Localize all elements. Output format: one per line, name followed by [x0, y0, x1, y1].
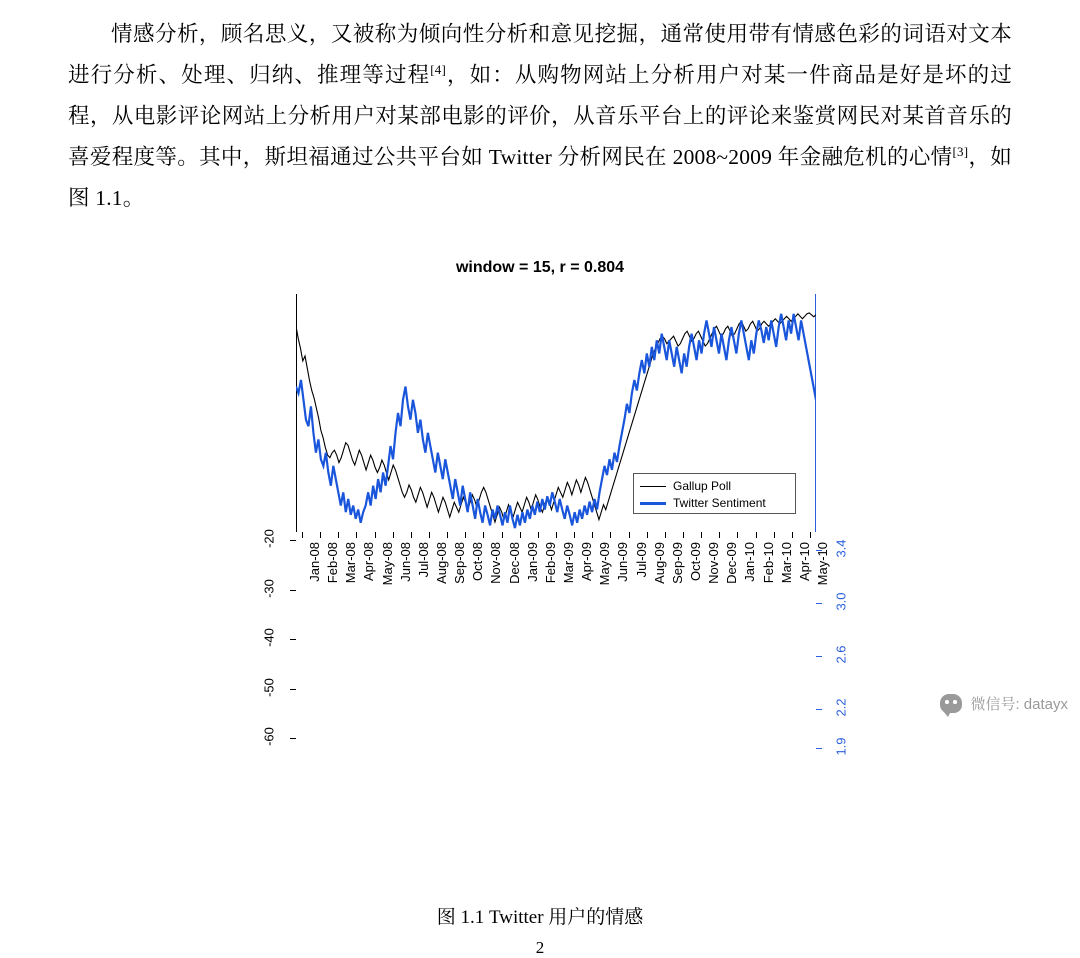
axis-tick-label: Mar-08 — [343, 542, 359, 584]
watermark — [940, 693, 1068, 714]
axis-tick-label: -20 — [261, 529, 277, 548]
axis-tick — [629, 532, 630, 538]
axis-tick — [756, 532, 757, 538]
para-run-1: 情感分析，顾名思义，又被称为倾向性分析和意见挖掘，通常使用带有情感色彩的词语对文本进行分析、处理、归纳、推理等过程 — [68, 22, 1012, 87]
axis-tick — [556, 532, 557, 538]
axis-tick — [429, 532, 430, 538]
axis-tick-label: 1.9 — [833, 737, 849, 756]
axis-tick — [447, 532, 448, 538]
axis-tick — [465, 532, 466, 538]
page-number: 2 — [535, 938, 545, 957]
citation-marker-4: [4] — [430, 61, 446, 77]
axis-tick-label: Jul-08 — [415, 542, 431, 578]
axis-tick — [302, 532, 303, 538]
axis-tick-label: Aug-09 — [651, 542, 667, 584]
axis-tick-label: Feb-10 — [760, 542, 776, 584]
axis-tick — [683, 532, 684, 538]
axis-tick — [502, 532, 503, 538]
axis-tick-label: Nov-08 — [488, 542, 504, 584]
axis-tick-label: Apr-08 — [361, 542, 377, 582]
axis-tick — [290, 689, 296, 690]
legend-swatch-twitter — [640, 502, 666, 505]
axis-tick-label: Nov-09 — [706, 542, 722, 584]
axis-tick — [592, 532, 593, 538]
axis-tick — [816, 748, 822, 749]
x-axis-ticks — [296, 532, 830, 642]
axis-tick — [574, 532, 575, 538]
axis-tick — [320, 532, 321, 538]
axis-tick-label: 3.0 — [833, 592, 849, 611]
axis-tick-label: Mar-09 — [561, 542, 576, 584]
axis-tick-label: Oct-08 — [470, 542, 486, 582]
axis-tick-label: Sep-09 — [669, 542, 685, 584]
citation-marker-3: [3] — [952, 143, 969, 159]
axis-tick-label: -50 — [261, 677, 277, 697]
axis-tick-label: Jan-08 — [307, 542, 322, 582]
axis-tick — [719, 532, 720, 538]
axis-tick — [816, 603, 822, 604]
chart-title: window = 15, r = 0.804 — [455, 259, 625, 276]
legend-entry-twitter — [640, 495, 766, 511]
axis-tick — [393, 532, 394, 538]
document-body — [68, 14, 1012, 219]
axis-tick-label: Sep-08 — [452, 542, 468, 584]
axis-tick-label: Feb-09 — [542, 542, 558, 584]
axis-tick-label: -60 — [261, 727, 277, 747]
axis-tick — [737, 532, 738, 538]
axis-tick-label: Jun-08 — [397, 542, 413, 582]
axis-tick — [792, 532, 793, 538]
axis-tick-label: May-09 — [597, 542, 613, 586]
axis-tick — [816, 656, 822, 657]
axis-tick-label: Jun-09 — [615, 542, 631, 582]
axis-tick-label: Dec-08 — [506, 542, 522, 584]
para-run-2: ，如：从购物网站上分析用户对某一件商品是好是坏的过程，从电影评论网站上分析用户对某部电影的评价，从音乐平台上的评论来鉴赏网民对某首音乐的喜爱程度等。其中，斯坦福通过公共平台如 Twitter 分析网民在 2008~2009 年金融危机的心情 — [68, 63, 1012, 169]
axis-tick-label: 2.2 — [833, 697, 849, 717]
axis-tick-label: Jul-09 — [633, 542, 649, 578]
axis-tick — [610, 532, 611, 538]
axis-tick-label: -30 — [261, 578, 277, 598]
axis-tick-label: Apr-10 — [796, 542, 812, 582]
axis-tick — [290, 738, 296, 739]
legend-entry-gallup — [640, 478, 731, 494]
axis-tick — [356, 532, 357, 538]
axis-tick — [411, 532, 412, 538]
axis-tick — [538, 532, 539, 538]
axis-tick — [816, 709, 822, 710]
axis-tick-label: May-10 — [815, 542, 830, 586]
axis-tick-label: Feb-08 — [325, 542, 341, 584]
paragraph-1 — [68, 14, 1012, 219]
watermark-label: 微信号: datayx — [970, 696, 1068, 713]
axis-tick-label: Oct-09 — [688, 542, 703, 582]
legend-label-twitter: Twitter Sentiment — [673, 496, 766, 510]
axis-tick-label: Jan-09 — [524, 542, 540, 582]
axis-tick — [810, 532, 811, 538]
axis-tick-label: Jan-10 — [742, 542, 758, 582]
axis-tick-label: -40 — [261, 628, 277, 647]
axis-tick — [375, 532, 376, 538]
axis-tick-label: Mar-10 — [778, 542, 794, 584]
axis-tick — [520, 532, 521, 538]
axis-tick-label: Aug-08 — [434, 542, 449, 584]
axis-tick — [338, 532, 339, 538]
legend-swatch-gallup — [640, 486, 666, 487]
wechat-icon — [940, 694, 962, 713]
axis-tick — [665, 532, 666, 538]
chart-legend — [633, 473, 796, 514]
axis-tick-label: 3.4 — [833, 539, 849, 558]
axis-tick — [701, 532, 702, 538]
axis-tick-label: Dec-09 — [724, 542, 740, 584]
axis-tick-label: May-08 — [379, 542, 395, 586]
para-run-3: ，如图 1.1。 — [68, 145, 1012, 210]
axis-tick — [774, 532, 775, 538]
axis-tick — [483, 532, 484, 538]
axis-tick-label: 2.6 — [833, 645, 849, 664]
legend-label-gallup: Gallup Poll — [673, 479, 732, 493]
axis-tick — [647, 532, 648, 538]
axis-tick-label: Apr-09 — [579, 542, 595, 582]
figure-caption: 图 1.1 Twitter 用户的情感 — [436, 907, 644, 928]
